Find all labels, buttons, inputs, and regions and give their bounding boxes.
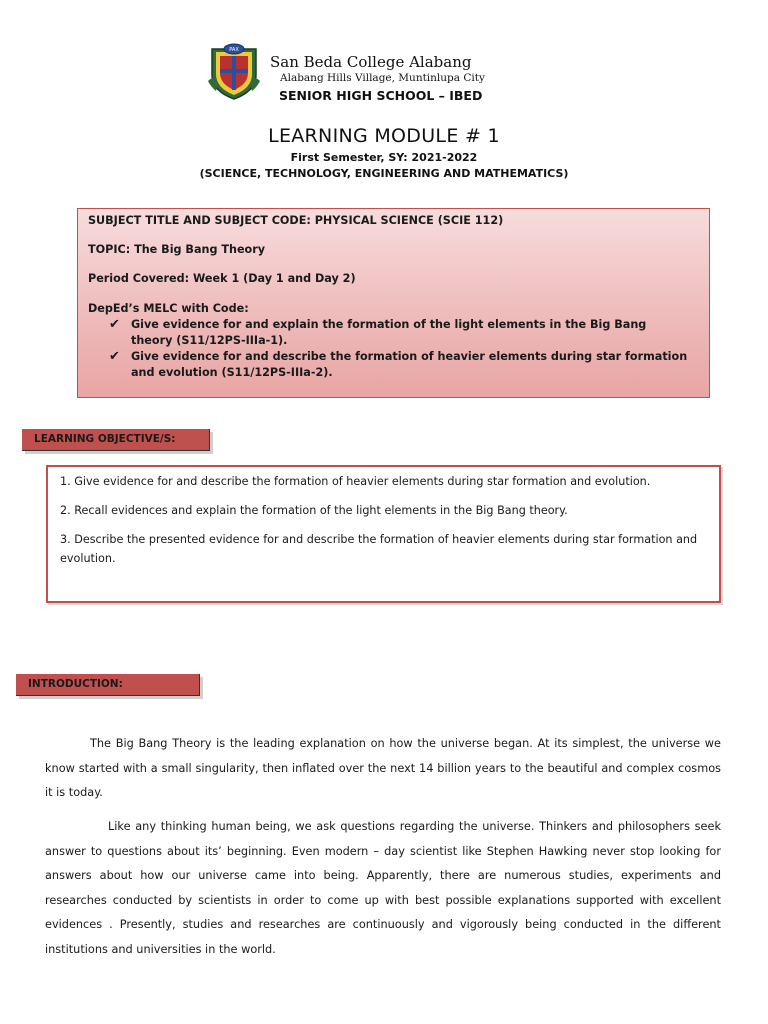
subject-title: SUBJECT TITLE AND SUBJECT CODE: PHYSICAL SCIENCE (SCIE 112)	[88, 214, 504, 227]
objective-item: 2. Recall evidences and explain the formation of the light elements in the Big Bang theory.	[60, 504, 568, 517]
melc-item-text: Give evidence for and describe the formation of heavier elements during star formation and evolution (S11/12PS-IIIa-2).	[131, 350, 688, 379]
objective-item: 3. Describe the presented evidence for and describe the formation of heavier elements during star formation and evolution.	[60, 533, 698, 565]
melc-item	[109, 349, 691, 381]
subject-info-box	[77, 208, 710, 398]
intro-paragraph: Like any thinking human being, we ask questions regarding the universe. Thinkers and philosophers seek answer to questions about its’ beginning. Even modern – day scientist like Stephen Hawking never stop looking for answers about how our universe came into being. Apparently, there are numerous studies, experiments and researches conducted by scientists in order to come up with best possible explanations supported with excellent evidences . Presently, studies and researches are continuously and vigorously being conducted in the different institutions and universities in the world.	[45, 820, 721, 956]
school-crest-logo	[206, 41, 262, 101]
strand-line: (SCIENCE, TECHNOLOGY, ENGINEERING AND MATHEMATICS)	[199, 167, 569, 180]
objective-item: 1. Give evidence for and describe the formation of heavier elements during star formation and evolution.	[60, 475, 651, 488]
school-address: Alabang Hills Village, Muntinlupa City	[280, 72, 485, 84]
topic-line: TOPIC: The Big Bang Theory	[88, 243, 266, 256]
semester-line: First Semester, SY: 2021-2022	[290, 151, 478, 164]
school-name: San Beda College Alabang	[270, 53, 472, 71]
period-line: Period Covered: Week 1 (Day 1 and Day 2)	[88, 272, 356, 285]
melc-item	[109, 317, 691, 349]
objectives-box	[46, 465, 721, 603]
svg-text:PAX: PAX	[229, 47, 239, 53]
objectives-label: LEARNING OBJECTIVE/S:	[22, 429, 210, 451]
checkmark-icon: ✔	[109, 317, 120, 332]
melc-heading: DepEd’s MELC with Code:	[88, 302, 249, 315]
melc-item-text: Give evidence for and explain the formation of the light elements in the Big Bang theory (S11/12PS-IIIa-1).	[131, 318, 647, 347]
checkmark-icon: ✔	[109, 349, 120, 364]
intro-paragraph: The Big Bang Theory is the leading explanation on how the universe began. At its simplest, the universe we know started with a small singularity, then inflated over the next 14 billion years to the beautiful and complex cosmos it is today.	[45, 737, 721, 799]
school-division: SENIOR HIGH SCHOOL – IBED	[279, 88, 483, 103]
introduction-label: INTRODUCTION:	[16, 674, 200, 696]
module-title: LEARNING MODULE # 1	[268, 125, 500, 147]
